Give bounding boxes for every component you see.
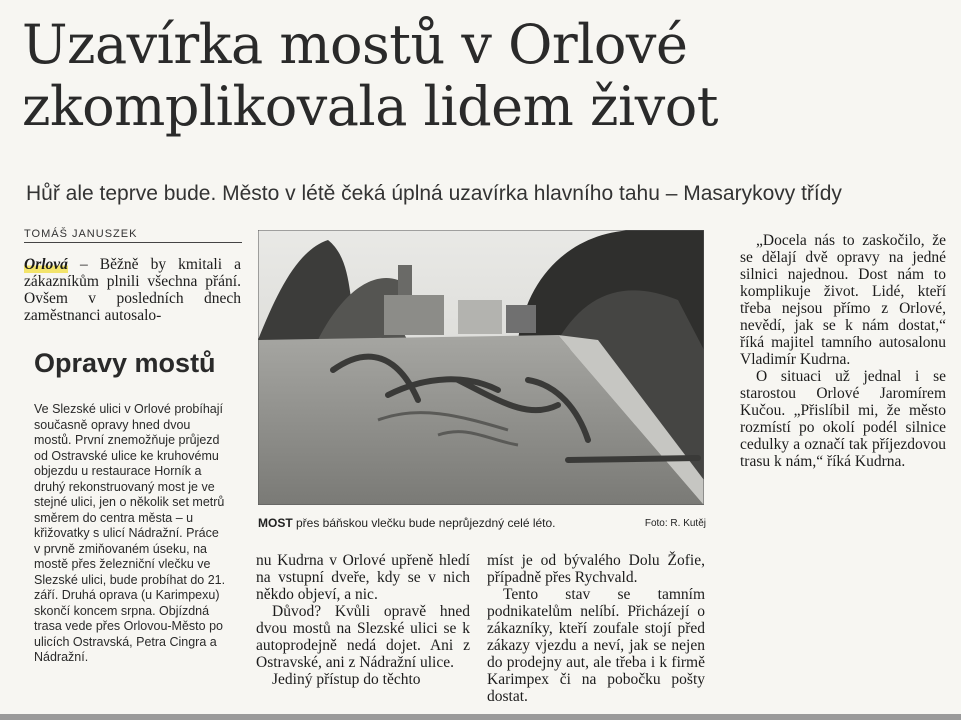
lead-text: – Běžně by kmitali a zákazníkům plnili všechna přání. Ovšem v posledních dnech zaměstnanci autosalo-: [24, 256, 241, 324]
sidebar-text: Ve Slezské ulici v Orlové probíhají současně opravy hned dvou mostů. První znemožňuje průjezd od Ostravské ulice ke kruhovému objezdu u restaurace Horník a druhý rekonstruovaný most je ve stejné ulici, jen o několik set metrů směrem do centra města – u křižovatky s ulicí Nádražní. Práce v prvně zmiňovaném úseku, na mostě přes železniční vlečku ve Slezské ulici, bude probíhat do 21. září. Druhá oprava (u Karimpexu) skončí koncem srpna. Objízdná trasa vede přes Orlovou-Město po ulicích Ostravská, Petra Cingra a Nádražní.: [34, 402, 226, 664]
sidebar-title: Opravy mostů: [34, 348, 216, 378]
column2-paragraph-2: Důvod? Kvůli opravě hned dvou mostů na Slezské ulici se k autoprodejně nedá dojet. Ani z Ostravské, ani z Nádražní ulice.: [256, 603, 470, 671]
article-column-4: [740, 232, 946, 470]
headline-line-2: zkomplikovala lidem život: [22, 75, 718, 138]
article-headline: [22, 14, 952, 138]
column3-paragraph-2: Tento stav se tamním podnikatelům nelíbí. Přicházejí o zákazníky, kteří zoufale stojí před zákazy vjezdu a neví, jak se nejen do prodejny aut, ale třeba i k firmě Karimpex či na pobočku pošty dostat.: [487, 586, 705, 705]
column4-paragraph-2: O situaci už jednal i se starostou Orlové Jaromírem Kučou. „Přislíbil mi, že město rozmístí po okolí podél silnice cedulky a označí tak příjezdovou trasu k nám,“ říká Kudrna.: [740, 368, 946, 470]
column2-paragraph-1: nu Kudrna v Orlové upřeně hledí na vstupní dveře, kdy se v nich někdo objeví, a nic.: [256, 552, 470, 603]
headline-line-1: Uzavírka mostů v Orlové: [22, 13, 688, 76]
caption-lead: MOST: [258, 516, 293, 530]
photo-caption: [258, 516, 706, 530]
article-column-3: [487, 552, 705, 705]
photo-illustration: [258, 230, 704, 505]
caption-text: přes báňskou vlečku bude neprůjezdný celé léto.: [292, 516, 556, 530]
scan-bottom-edge: [0, 714, 961, 720]
lead-paragraph: [24, 256, 241, 324]
article-column-2: [256, 552, 470, 688]
byline: TOMÁŠ JANUSZEK: [24, 228, 242, 243]
column2-paragraph-3: Jediný přístup do těchto: [272, 671, 421, 688]
article-subheadline: Hůř ale teprve bude. Město v létě čeká úplná uzavírka hlavního tahu – Masarykovy třídy: [26, 182, 842, 205]
column3-paragraph-1: míst je od bývalého Dolu Žofie, případně přes Rychvald.: [487, 552, 705, 586]
column4-paragraph-1: „Docela nás to zaskočilo, že se dělají dvě opravy na jedné silnici najednou. Dost nám to komplikuje život. Lidé, kteří třeba nejsou přímo z Orlové, nevědí, jak se k nám dostat,“ říká majitel tamního autosalonu Vladimír Kudrna.: [740, 232, 946, 368]
photo-credit: Foto: R. Kutěj: [644, 518, 706, 529]
lead-place: Orlová: [24, 256, 68, 273]
bridge-construction-photo: [258, 230, 704, 505]
